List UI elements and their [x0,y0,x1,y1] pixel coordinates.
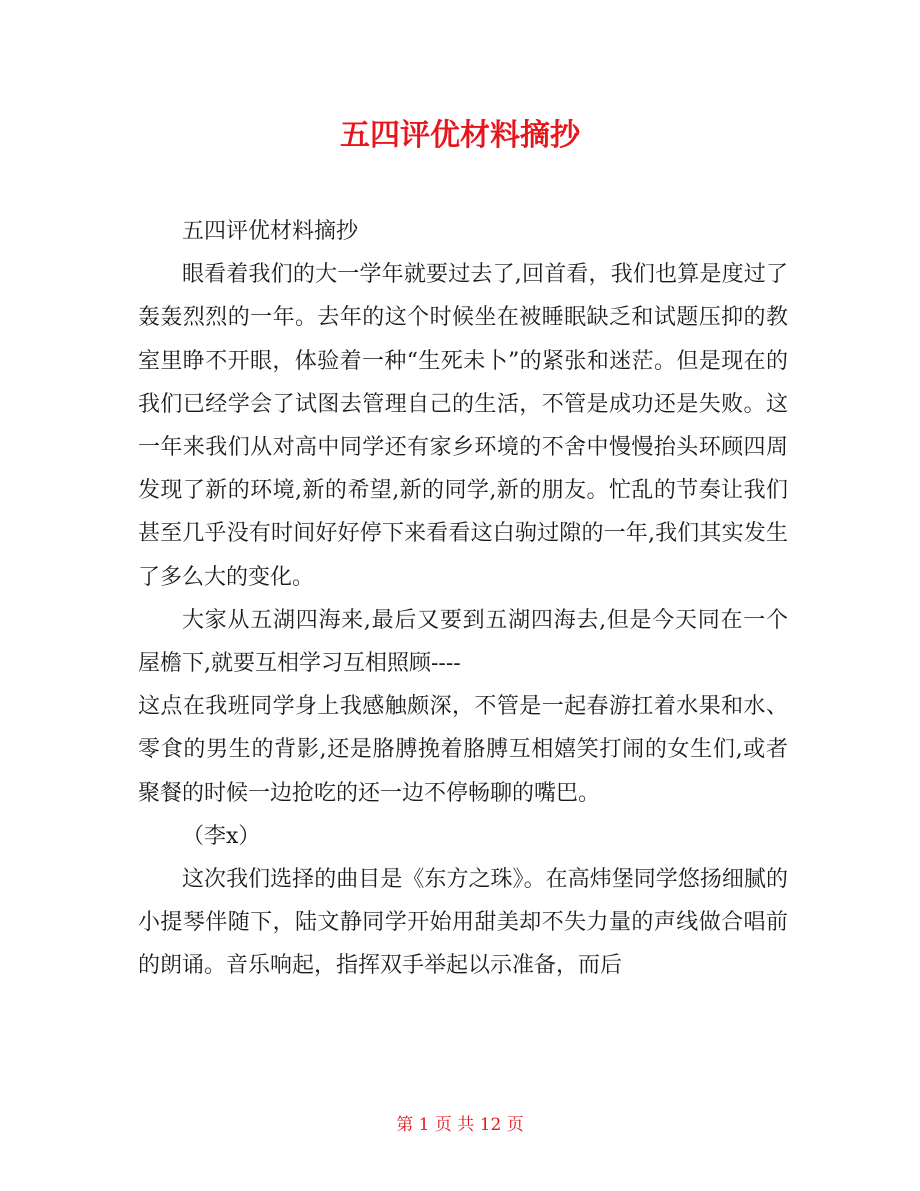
paragraph: 这点在我班同学身上我感触颇深，不管是一起春游扛着水果和水、零食的男生的背影,还是胳膊挽着胳膊互相嬉笑打闹的女生们,或者聚餐的时候一边抢吃的还一边不停畅聊的嘴巴。 [138,694,788,806]
paragraph: 大家从五湖四海来,最后又要到五湖四海去,但是今天同在一个屋檐下,就要互相学习互相照顾---- [138,607,788,677]
paragraph: 这次我们选择的曲目是《东方之珠》。在高炜堡同学悠扬细腻的小提琴伴随下，陆文静同学开始用甜美却不失力量的声线做合唱前的朗诵。音乐响起，指挥双手举起以示准备，而后 [138,867,788,979]
paragraph: 眼看着我们的大一学年就要过去了,回首看，我们也算是度过了轰轰烈烈的一年。去年的这个时候坐在被睡眠缺乏和试题压抑的教室里睁不开眼，体验着一种“生死未卜”的紧张和迷茫。但是现在的我们已经学会了试图去管理自己的生活，不管是成功还是失败。这一年来我们从对高中同学还有家乡环境的不舍中慢慢抬头环顾四周发现了新的环境,新的希望,新的同学,新的朋友。忙乱的节奏让我们甚至几乎没有时间好好停下来看看这白驹过隙的一年,我们其实发生了多么大的变化。 [138,262,788,590]
page-title: 五四评优材料摘抄 [340,118,580,153]
document-body [138,210,788,988]
page-number-footer: 第 1 页 共 12 页 [396,1115,524,1135]
paragraph-heading: 五四评优材料摘抄 [182,219,359,244]
paragraph-author: （李x） [182,823,261,849]
